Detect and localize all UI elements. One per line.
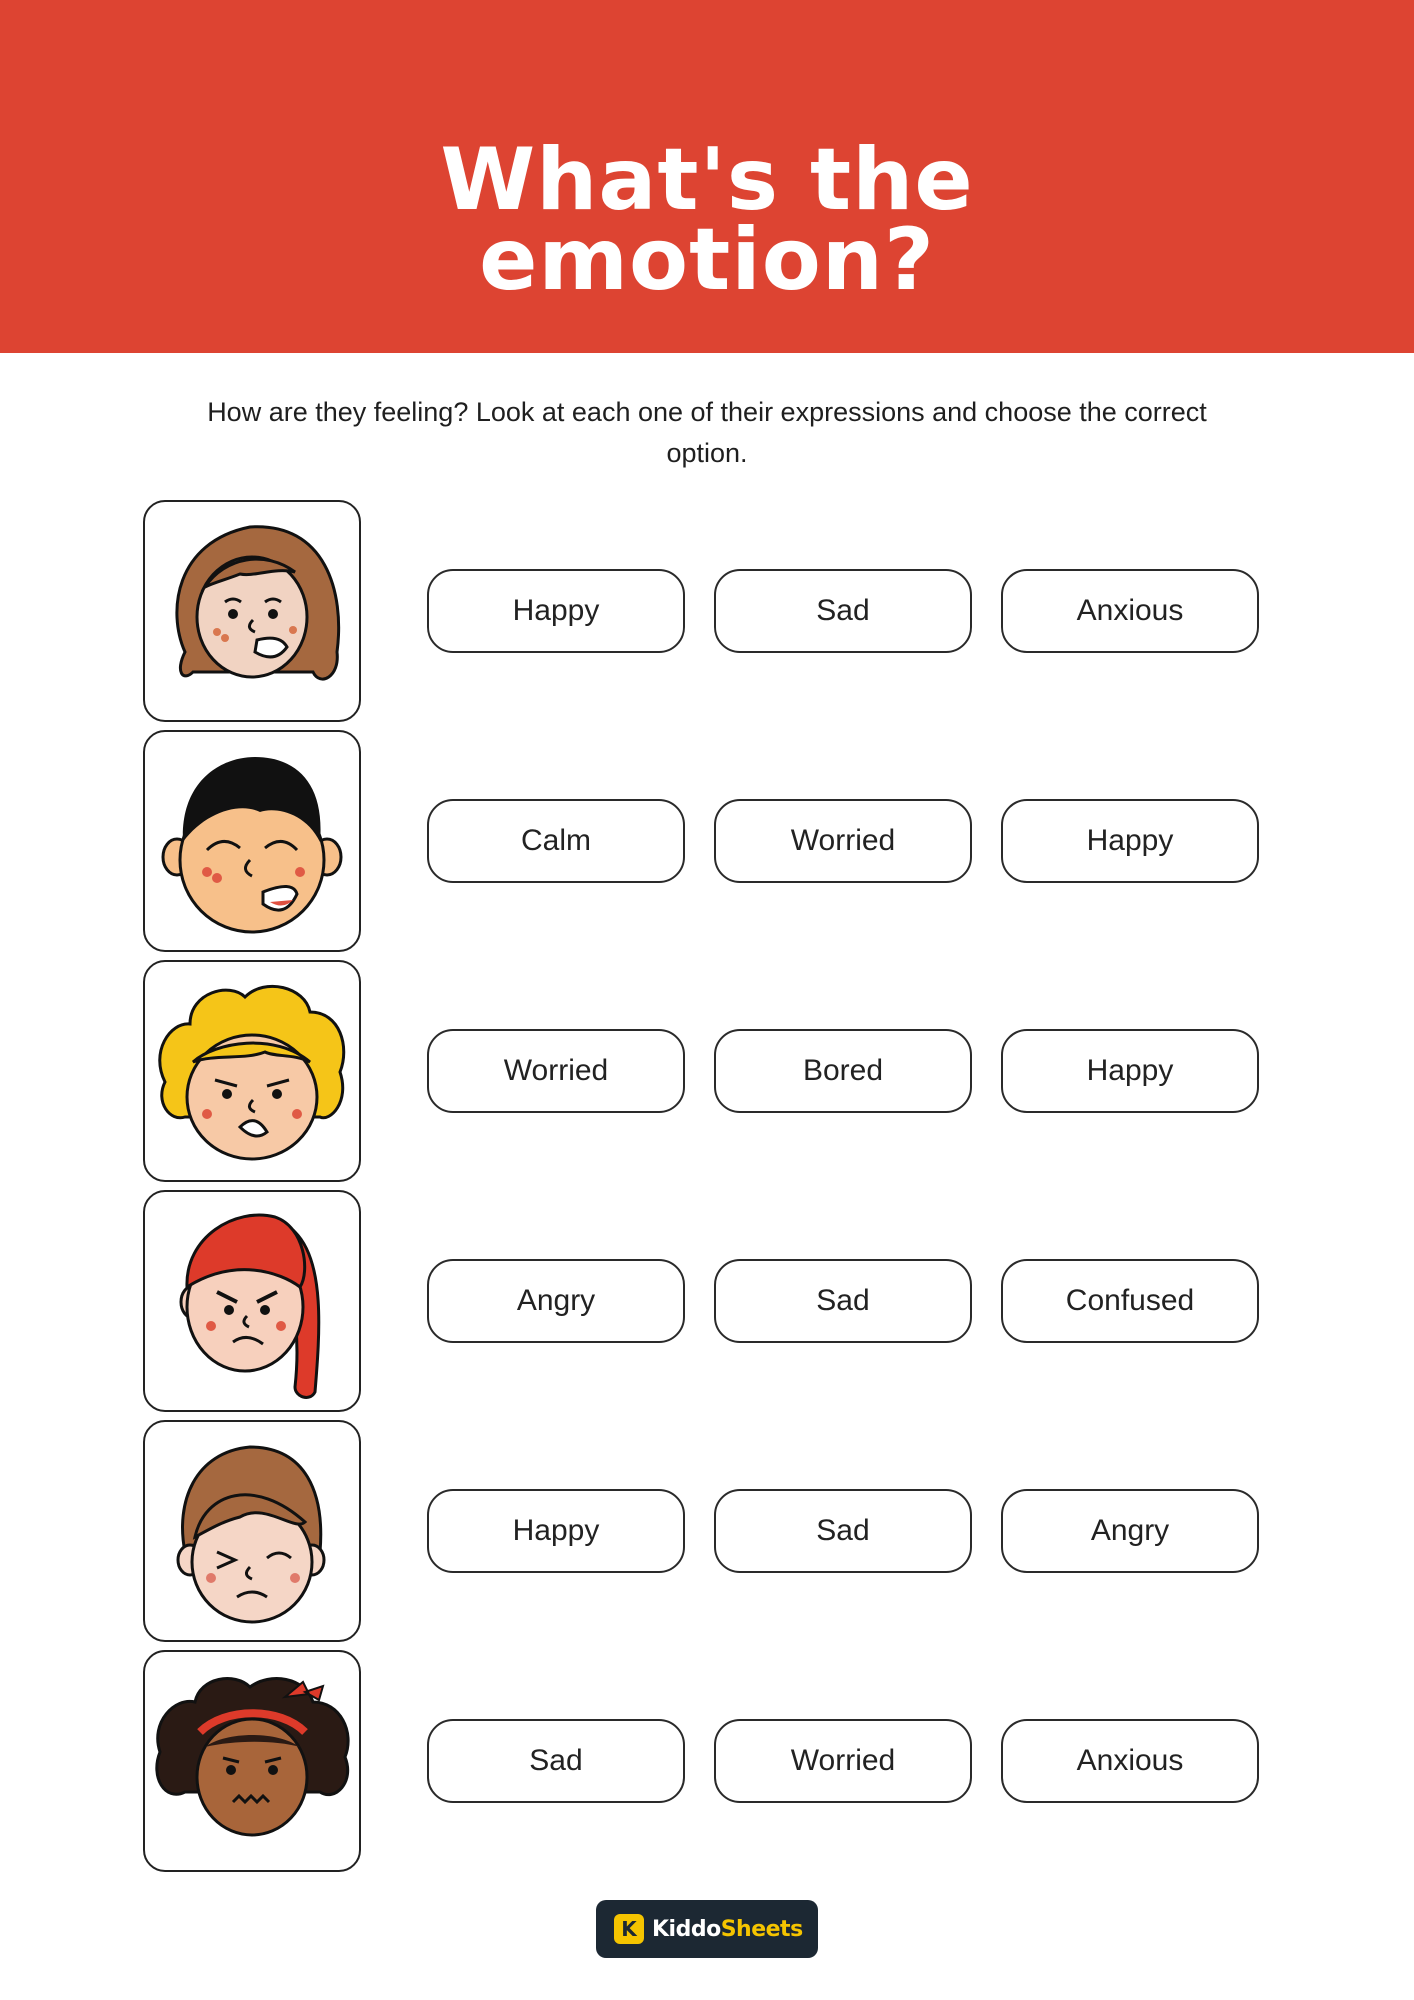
option-sad[interactable]: Sad <box>714 1489 972 1573</box>
face-card-5 <box>143 1420 361 1642</box>
option-happy[interactable]: Happy <box>427 1489 685 1573</box>
header-banner <box>0 0 1414 353</box>
title-line-1: What's the <box>440 130 974 230</box>
logo-name-part-2: Sheets <box>720 1916 803 1942</box>
question-row-6 <box>0 1650 1414 1872</box>
face-card-2 <box>143 730 361 952</box>
option-happy[interactable]: Happy <box>1001 799 1259 883</box>
option-worried[interactable]: Worried <box>427 1029 685 1113</box>
face-card-3 <box>143 960 361 1182</box>
angry-girl-red-ponytail-icon <box>145 1192 359 1410</box>
option-confused[interactable]: Confused <box>1001 1259 1259 1343</box>
option-bored[interactable]: Bored <box>714 1029 972 1113</box>
smiling-girl-brown-hair-icon <box>145 502 359 720</box>
option-calm[interactable]: Calm <box>427 799 685 883</box>
anxious-girl-curly-black-hair-icon <box>145 1652 359 1870</box>
face-card-1 <box>143 500 361 722</box>
page-title <box>0 130 1414 310</box>
option-sad[interactable]: Sad <box>714 569 972 653</box>
sad-child-brown-hair-icon <box>145 1422 359 1640</box>
face-card-4 <box>143 1190 361 1412</box>
face-card-6 <box>143 1650 361 1872</box>
question-row-2 <box>0 730 1414 952</box>
title-line-2: emotion? <box>479 210 935 310</box>
question-row-4 <box>0 1190 1414 1412</box>
option-angry[interactable]: Angry <box>427 1259 685 1343</box>
worried-child-curly-blonde-hair-icon <box>145 962 359 1180</box>
option-sad[interactable]: Sad <box>714 1259 972 1343</box>
question-row-1 <box>0 500 1414 722</box>
option-happy[interactable]: Happy <box>1001 1029 1259 1113</box>
kiddosheets-logo <box>596 1900 818 1958</box>
logo-k-icon: K <box>614 1914 644 1944</box>
option-worried[interactable]: Worried <box>714 1719 972 1803</box>
option-anxious[interactable]: Anxious <box>1001 1719 1259 1803</box>
laughing-boy-black-hair-icon <box>145 732 359 950</box>
option-worried[interactable]: Worried <box>714 799 972 883</box>
option-angry[interactable]: Angry <box>1001 1489 1259 1573</box>
question-row-5 <box>0 1420 1414 1642</box>
instructions-text: How are they feeling? Look at each one of their expressions and choose the correct option. <box>207 397 1207 468</box>
logo-name-part-1: Kiddo <box>652 1916 721 1942</box>
option-anxious[interactable]: Anxious <box>1001 569 1259 653</box>
option-happy[interactable]: Happy <box>427 569 685 653</box>
question-row-3 <box>0 960 1414 1182</box>
logo-wordmark <box>652 1917 803 1942</box>
option-sad[interactable]: Sad <box>427 1719 685 1803</box>
